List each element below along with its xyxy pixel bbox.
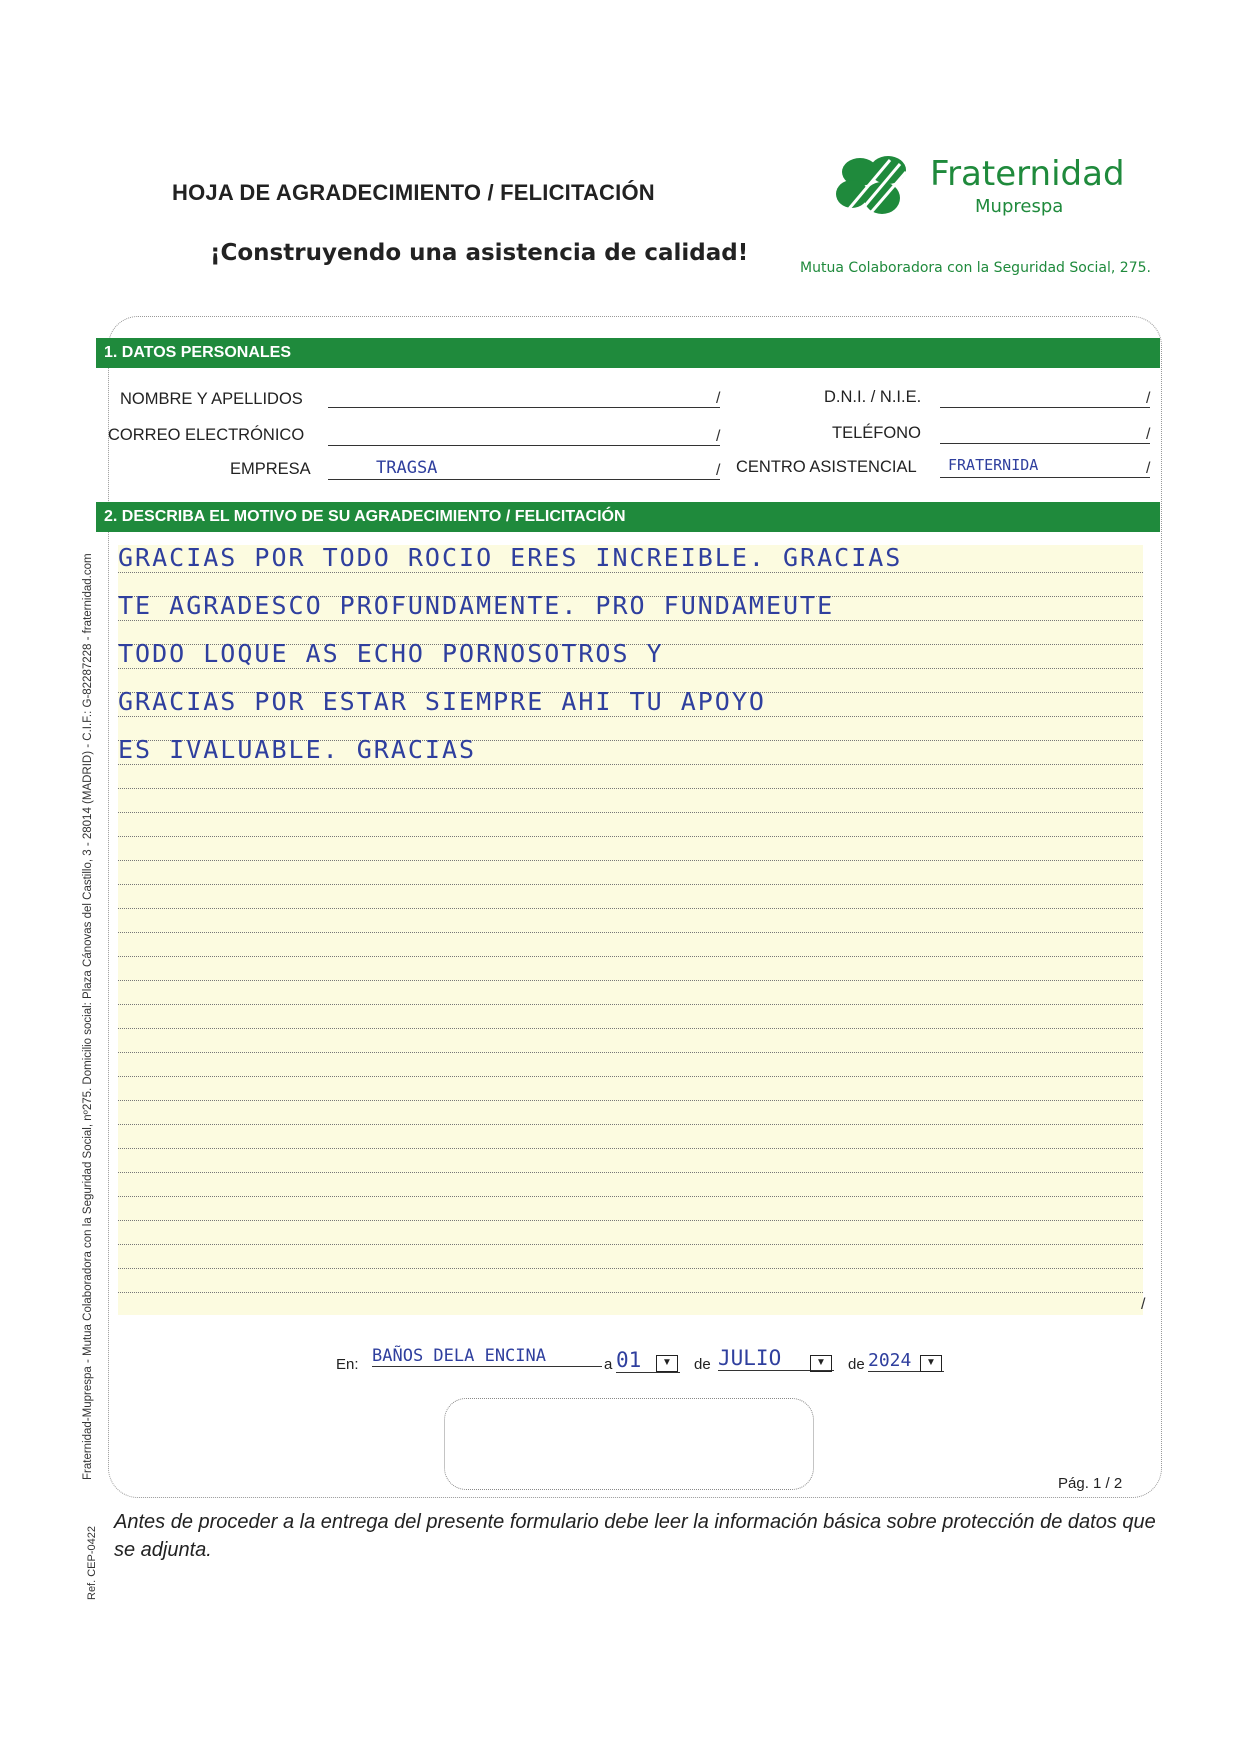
ruled-line — [118, 1268, 1143, 1269]
ruled-line — [118, 1220, 1143, 1221]
year-dropdown-icon[interactable]: ▼ — [920, 1355, 942, 1372]
telefono-label: TELÉFONO — [832, 424, 921, 442]
telefono-field[interactable] — [940, 422, 1150, 444]
field-end-mark: / — [1141, 1296, 1146, 1313]
a-label: a — [604, 1356, 613, 1373]
ruled-line — [118, 860, 1143, 861]
month-dropdown-icon[interactable]: ▼ — [810, 1355, 832, 1372]
place-field[interactable]: BAÑOS DELA ENCINA — [372, 1346, 602, 1367]
year-field[interactable]: 2024 — [868, 1350, 944, 1372]
ruled-line — [118, 980, 1143, 981]
form-title: HOJA DE AGRADECIMIENTO / FELICITACIÓN — [172, 180, 655, 205]
ruled-line — [118, 836, 1143, 837]
ruled-line — [118, 1100, 1143, 1101]
ruled-line — [118, 1028, 1143, 1029]
ruled-line — [118, 1004, 1143, 1005]
signature-box[interactable] — [444, 1398, 814, 1490]
handwritten-line: GRACIAS POR ESTAR SIEMPRE AHI TU APOYO — [118, 687, 766, 716]
ruled-line — [118, 884, 1143, 885]
ruled-line — [118, 812, 1143, 813]
ruled-line — [118, 764, 1143, 765]
brand-mutua: Mutua Colaboradora con la Seguridad Social, 275. — [800, 260, 1151, 276]
field-end-mark: / — [1146, 460, 1151, 477]
nombre-field[interactable] — [328, 386, 720, 408]
section1-header: 1. DATOS PERSONALES — [96, 338, 1160, 368]
page-number: Pág. 1 / 2 — [1058, 1475, 1123, 1492]
brand-name: Fraternidad — [930, 154, 1125, 194]
side-reference: Ref. CEP-0422 — [86, 1526, 98, 1600]
handwritten-line: TE AGRADESCO PROFUNDAMENTE. PRO FUNDAMEUTE — [118, 591, 835, 620]
empresa-field[interactable]: TRAGSA — [328, 458, 720, 480]
ruled-line — [118, 1052, 1143, 1053]
day-dropdown-icon[interactable]: ▼ — [656, 1355, 678, 1372]
ruled-line — [118, 1196, 1143, 1197]
ruled-line — [118, 956, 1143, 957]
ruled-line — [118, 1244, 1143, 1245]
correo-label: CORREO ELECTRÓNICO — [108, 426, 305, 444]
month-field[interactable]: JULIO — [718, 1346, 834, 1371]
fraternidad-logo-icon — [830, 152, 926, 224]
ruled-line — [118, 1148, 1143, 1149]
ruled-line — [118, 788, 1143, 789]
description-textarea[interactable] — [118, 543, 1146, 1315]
brand-sub: Muprespa — [975, 196, 1064, 217]
ruled-line — [118, 1076, 1143, 1077]
dni-label: D.N.I. / N.I.E. — [824, 388, 922, 406]
handwritten-line: GRACIAS POR TODO ROCIO ERES INCREIBLE. GRACIAS — [118, 543, 903, 572]
centro-field[interactable]: FRATERNIDA — [940, 456, 1150, 478]
field-end-mark: / — [1146, 426, 1151, 443]
field-end-mark: / — [716, 390, 721, 407]
de-label: de — [694, 1356, 711, 1373]
handwritten-line: TODO LOQUE AS ECHO PORNOSOTROS Y — [118, 639, 664, 668]
field-end-mark: / — [1146, 390, 1151, 407]
data-protection-notice: Antes de proceder a la entrega del presente formulario debe leer la información básica sobre protección de datos que se adjunta. — [114, 1511, 1156, 1561]
ruled-line — [118, 908, 1143, 909]
correo-field[interactable] — [328, 424, 720, 446]
ruled-line — [118, 716, 1143, 717]
ruled-line — [118, 572, 1143, 573]
ruled-line — [118, 1172, 1143, 1173]
field-end-mark: / — [716, 428, 721, 445]
ruled-line — [118, 1292, 1143, 1293]
ruled-line — [118, 620, 1143, 621]
ruled-line — [118, 1124, 1143, 1125]
field-end-mark: / — [716, 462, 721, 479]
nombre-label: NOMBRE Y APELLIDOS — [120, 390, 303, 408]
de-label: de — [848, 1356, 865, 1373]
empresa-label: EMPRESA — [230, 460, 311, 478]
form-subtitle: ¡Construyendo una asistencia de calidad! — [210, 240, 749, 266]
centro-label: CENTRO ASISTENCIAL — [736, 458, 917, 476]
en-label: En: — [336, 1356, 359, 1373]
side-legal-text: Fraternidad-Muprespa - Mutua Colaboradora con la Seguridad Social, nº275. Domicilio social: Plaza Cánovas del Castillo, 3 - 28014 (MADRID) - C.I.F.: G-82287228 - fraternidad.com — [82, 553, 94, 1480]
ruled-line — [118, 932, 1143, 933]
dni-field[interactable] — [940, 386, 1150, 408]
day-field[interactable]: 01 — [616, 1348, 680, 1373]
ruled-line — [118, 668, 1143, 669]
handwritten-line: ES IVALUABLE. GRACIAS — [118, 735, 477, 764]
section2-header: 2. DESCRIBA EL MOTIVO DE SU AGRADECIMIENTO / FELICITACIÓN — [96, 502, 1160, 532]
